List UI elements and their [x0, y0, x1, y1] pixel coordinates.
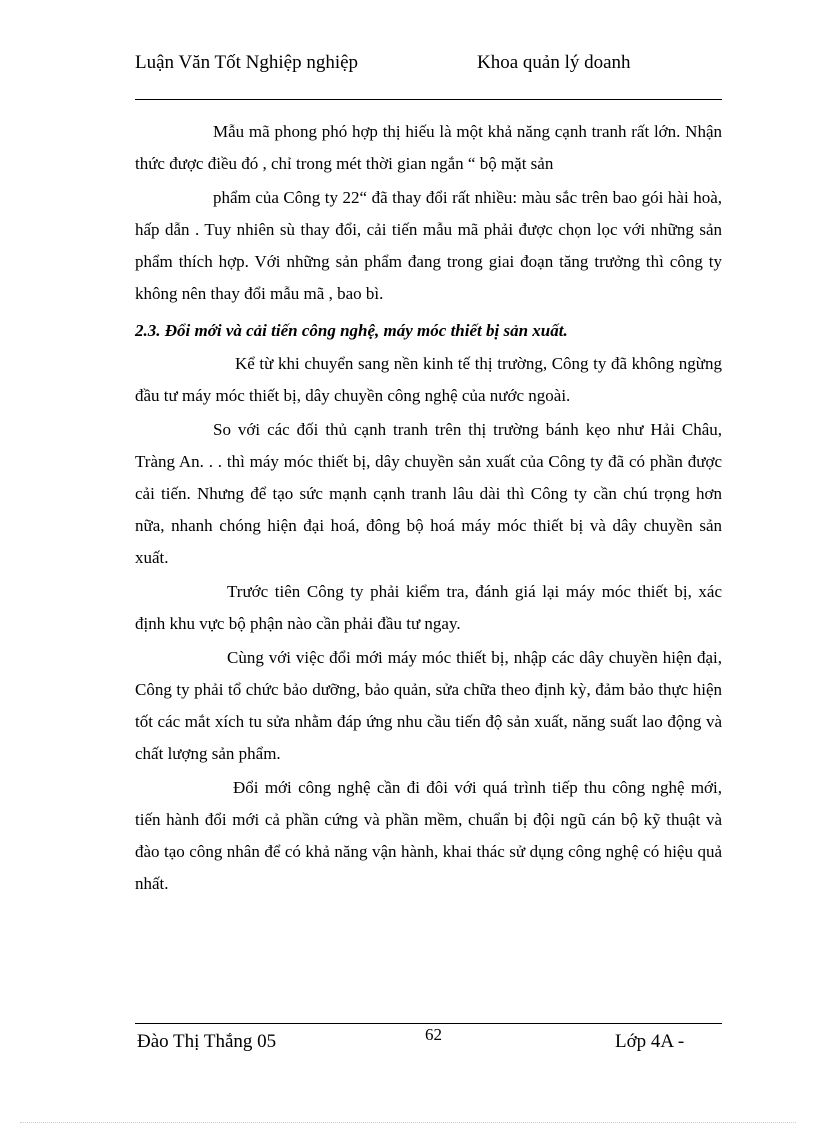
header-thesis-title: Luận Văn Tốt Nghiệp nghiệp: [135, 52, 359, 73]
paragraph-design-competition: Mẫu mã phong phó hợp thị hiếu là một khả năng cạnh tranh rất lớn. Nhận thức được điều đó , chỉ trong mét thời gian ngắn “ bộ mặt sản: [135, 122, 722, 173]
paragraph-product-face: phẩm của Công ty 22“ đã thay đổi rất nhiều: màu sắc trên bao gói hài hoà, hấp dẫn . Tuy nhiên sù thay đổi, cải tiến mẫu mã phải được chọn lọc với những sản phẩm thích hợp. Với những sản phẩm đang trong giai đoạn tăng trưởng thì công ty không nên thay đổi mẫu mã , bao bì.: [135, 188, 722, 303]
page-body: [135, 116, 722, 902]
paragraph-technology-renewal: Đổi mới công nghệ cần đi đôi với quá trình tiếp thu công nghệ mới, tiến hành đổi mới cả phần cứng và phần mềm, chuẩn bị đội ngũ cán bộ kỹ thuật và đào tạo công nhân để có khả năng vận hành, khai thác sử dụng công nghệ có hiệu quả nhất.: [135, 778, 722, 893]
paragraph-competitors: So với các đối thủ cạnh tranh trên thị trường bánh kẹo như Hải Châu, Tràng An. . . thì máy móc thiết bị, dây chuyền sản xuất của Công ty đã có phần được cải tiến. Nhưng để tạo sức mạnh cạnh tranh lâu dài thì Công ty cần chú trọng hơn nữa, nhanh chóng hiện đại hoá, đông bộ hoá máy móc thiết bị và dây chuyền sản xuất.: [135, 420, 722, 567]
header-divider: [135, 99, 722, 100]
header-faculty: Khoa quản lý doanh: [477, 52, 631, 73]
paragraph-investment: Kể từ khi chuyển sang nền kinh tế thị trường, Công ty đã không ngừng đầu tư máy móc thiết bị, dây chuyền công nghệ của nước ngoài.: [135, 354, 722, 405]
paragraph-maintenance: Cùng với việc đổi mới máy móc thiết bị, nhập các dây chuyền hiện đại, Công ty phải tổ chức bảo dưỡng, bảo quản, sửa chữa theo định kỳ, đảm bảo thực hiện tốt các mắt xích tu sửa nhằm đáp ứng nhu cầu tiến độ sản xuất, năng suất lao động và chất lượng sản phẩm.: [135, 648, 722, 763]
page-number: 62: [425, 1025, 442, 1044]
footer-author: Đào Thị Thắng 05: [137, 1031, 277, 1052]
section-heading: 2.3. Đổi mới và cải tiến công nghệ, máy móc thiết bị sản xuất.: [135, 321, 568, 340]
footer-divider: [135, 1023, 722, 1024]
page-footer: [135, 1023, 722, 1078]
footer-class: Lớp 4A -: [615, 1031, 685, 1052]
page-header: [135, 50, 722, 100]
paragraph-inspection: Trước tiên Công ty phải kiểm tra, đánh giá lại máy móc thiết bị, xác định khu vực bộ phận nào cần phải đầu tư ngay.: [135, 582, 722, 633]
